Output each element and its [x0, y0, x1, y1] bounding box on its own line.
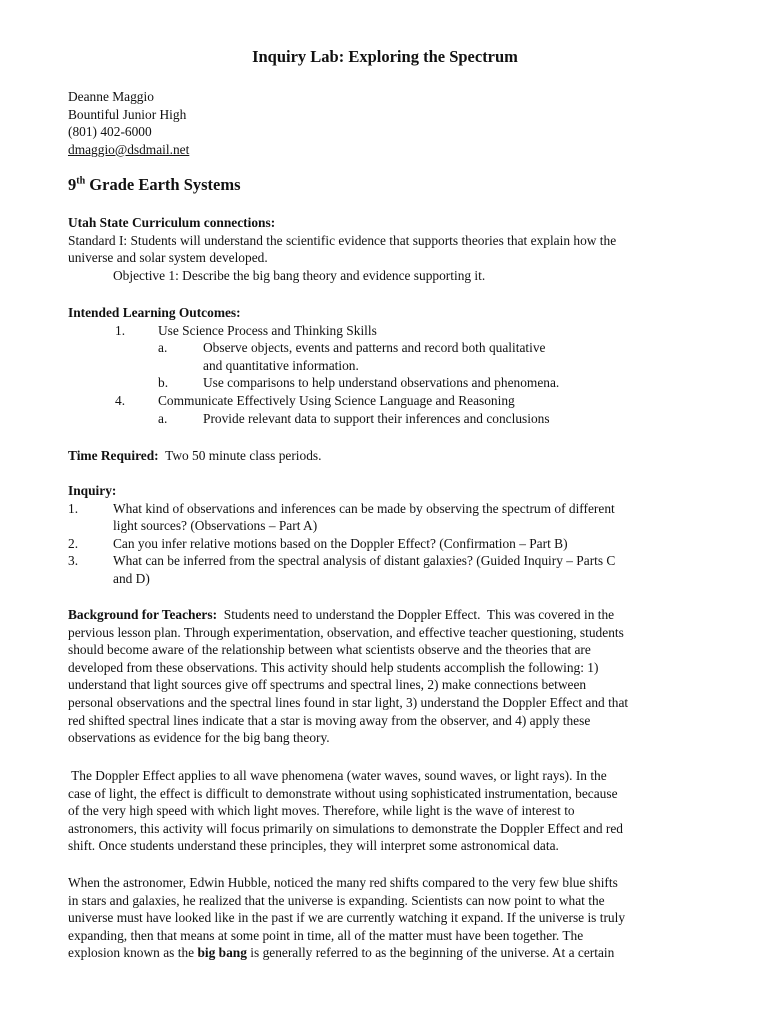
- standard-line-2: universe and solar system developed.: [68, 250, 268, 266]
- doppler-paragraph: The Doppler Effect applies to all wave phenomena (water waves, sound waves, or light rays). In the case of light, the effect is difficult to demonstrate without using sophisticated instrumentation, because of the very high speed with which light moves. Therefore, while light is the wave of interest to astronomers, this activity will focus primarily on simulations to demonstrate the Doppler Effect and red shift. Once students understand these principles, they will interpret some astronomical data.: [68, 768, 623, 854]
- inquiry-item: and D): [113, 570, 150, 586]
- standard-line-1: Standard I: Students will understand the scientific evidence that supports theories that explain how the: [68, 232, 617, 248]
- author-email-link[interactable]: dmaggio@dsdmail.net: [68, 141, 190, 157]
- background-label: Background for Teachers:: [68, 607, 218, 622]
- inquiry-item: 1. What kind of observations and inferences can be made by observing the spectrum of different: [68, 500, 615, 516]
- time-required: Time Required: Two 50 minute class periods.: [68, 448, 322, 463]
- hubble-paragraph: When the astronomer, Edwin Hubble, noticed the many red shifts compared to the very few blue shifts in stars and galaxies, he realized that the universe is expanding. Scientists can now point to what the universe must have looked like in the past if we are currently watching it expand. If the universe is truly expanding, then that means at some point in time, all of the matter must have been together. The explosion known as the big bang is generally referred to as the beginning of the universe. At a certain: [68, 875, 626, 961]
- inquiry-section: [68, 482, 698, 588]
- outcome-item: b. Use comparisons to help understand observations and phenomena.: [158, 375, 560, 391]
- objective-line: Objective 1: Describe the big bang theory and evidence supporting it.: [113, 267, 486, 283]
- curriculum-heading: Utah State Curriculum connections:: [68, 215, 276, 230]
- inquiry-item: light sources? (Observations – Part A): [113, 518, 318, 534]
- outcome-item: and quantitative information.: [203, 357, 359, 373]
- grade-heading: 9th Grade Earth Systems: [68, 175, 241, 194]
- outcome-item: 1. Use Science Process and Thinking Skills: [115, 322, 377, 338]
- outcome-item: a. Provide relevant data to support their inferences and conclusions: [158, 410, 550, 426]
- document-title: Inquiry Lab: Exploring the Spectrum: [252, 47, 518, 66]
- author-block: [68, 88, 698, 158]
- curriculum-section: [68, 214, 698, 284]
- outcome-item: 4. Communicate Effectively Using Science Language and Reasoning: [115, 392, 515, 408]
- author-name: Deanne Maggio: [68, 89, 154, 104]
- inquiry-item: 2. Can you infer relative motions based on the Doppler Effect? (Confirmation – Part B): [68, 535, 568, 551]
- outcomes-section: [68, 304, 698, 427]
- author-phone: (801) 402-6000: [68, 124, 152, 140]
- outcomes-heading: Intended Learning Outcomes:: [68, 305, 241, 320]
- inquiry-heading: Inquiry:: [68, 483, 117, 498]
- outcome-item: a. Observe objects, events and patterns and record both qualitative: [158, 340, 546, 356]
- background-paragraph: Background for Teachers: Students need to understand the Doppler Effect. This was covered in the pervious lesson plan. Through experimentation, observation, and effective teacher questioning, students should become aware of the relationship between what scientists observe and the theories that are developed from these observations. This activity should help students accomplish the following: 1) understand that light sources give off spectrums and spectral lines, 2) make connections between personal observations and the spectral lines found in star light, 3) understand the Doppler Effect and that red shifted spectral lines indicate that a star is moving away from the observer, and 4) apply these observations as evidence for the big bang theory.: [68, 607, 629, 746]
- author-school: Bountiful Junior High: [68, 106, 187, 122]
- big-bang-term: big bang: [197, 945, 247, 961]
- inquiry-item: 3. What can be inferred from the spectral analysis of distant galaxies? (Guided Inquiry – Parts C: [68, 553, 616, 569]
